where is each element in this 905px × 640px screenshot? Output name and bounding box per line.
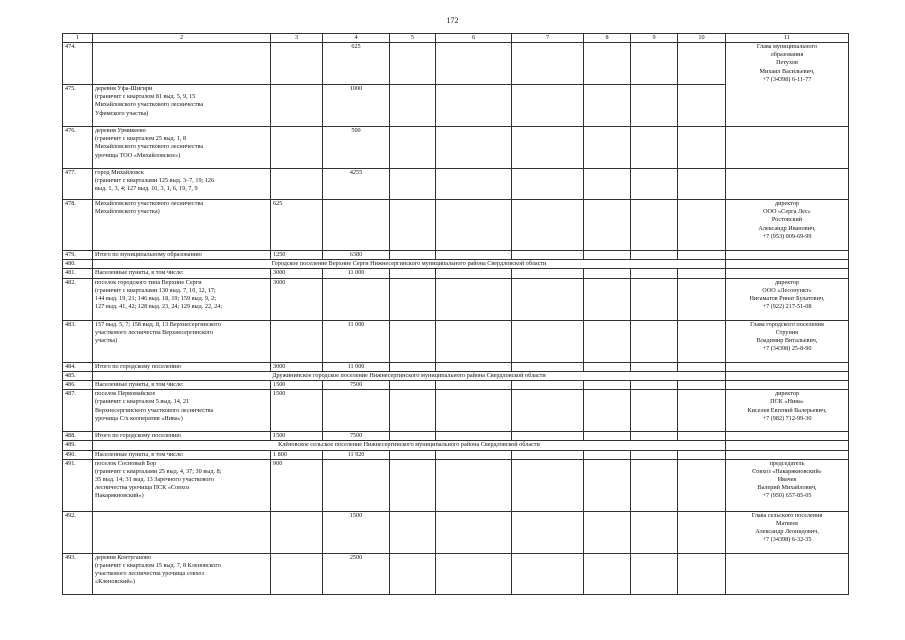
settlement-description: деревня Уфа-Шигири (граничит с кварталом 81 выд. 5, 9, 15 Михайловского участкового лесничества Уфимского участка) (93, 85, 271, 127)
empty-cell-col-8 (584, 127, 631, 169)
contact-cell (726, 260, 849, 269)
value-col-4: 7500 (323, 380, 390, 389)
value-col-3: 1500 (271, 432, 323, 441)
empty-cell-col-8 (584, 269, 631, 278)
header-cell: 8 (584, 34, 631, 43)
settlement-description (93, 43, 271, 85)
table-row-479 (63, 251, 849, 260)
row-number: 489. (63, 441, 93, 450)
empty-cell-col-6 (436, 553, 512, 594)
empty-cell-col-5 (390, 169, 436, 200)
value-col-4: 2500 (323, 553, 390, 594)
empty-cell-col-6 (436, 85, 512, 127)
empty-cell-col-8 (584, 390, 631, 432)
header-cell: 6 (436, 34, 512, 43)
empty-cell-col-10 (678, 200, 726, 251)
section-heading: Клёновское сельское поселение Нижнесергинского муниципального района Свердловской области (93, 441, 726, 450)
empty-cell-col-10 (678, 390, 726, 432)
empty-cell-col-7 (512, 278, 584, 320)
value-col-4: 4255 (323, 169, 390, 200)
value-col-3 (271, 127, 323, 169)
empty-cell-col-10 (678, 251, 726, 260)
row-number: 485. (63, 371, 93, 380)
table-row-490 (63, 450, 849, 459)
empty-cell-col-6 (436, 459, 512, 511)
value-col-3: 1500 (271, 390, 323, 432)
page-number: 172 (446, 16, 459, 25)
section-heading: Дружининское городское поселение Нижнесергинского муниципального района Свердловской области (93, 371, 726, 380)
contact-cell (726, 441, 849, 450)
empty-cell-col-10 (678, 85, 726, 127)
settlement-description: Итого по муниципальному образованию (93, 251, 271, 260)
value-col-4: 11 920 (323, 450, 390, 459)
table-row-474 (63, 43, 849, 85)
empty-cell-col-6 (436, 450, 512, 459)
table-row-478 (63, 200, 849, 251)
value-col-4: 625 (323, 43, 390, 85)
empty-cell-col-8 (584, 459, 631, 511)
value-col-4: 11 000 (323, 269, 390, 278)
value-col-3: 900 (271, 459, 323, 511)
empty-cell-col-7 (512, 251, 584, 260)
empty-cell-col-5 (390, 553, 436, 594)
settlement-description: город Михайловск (граничит с кварталами 125 выд. 3–7, 19; 126 выд. 1, 3, 4; 127 выд. 10, 3, 1, 6, 19, 7, 9 (93, 169, 271, 200)
empty-cell-col-7 (512, 269, 584, 278)
header-cell: 7 (512, 34, 584, 43)
header-cell: 9 (631, 34, 678, 43)
contact-cell (726, 380, 849, 389)
table-row-488 (63, 432, 849, 441)
value-col-4: 6380 (323, 251, 390, 260)
empty-cell-col-6 (436, 511, 512, 553)
empty-cell-col-5 (390, 362, 436, 371)
empty-cell-col-8 (584, 380, 631, 389)
empty-cell-col-7 (512, 320, 584, 362)
row-number: 481. (63, 269, 93, 278)
empty-cell-col-7 (512, 511, 584, 553)
empty-cell-col-6 (436, 169, 512, 200)
row-number: 478. (63, 200, 93, 251)
empty-cell-col-9 (631, 251, 678, 260)
empty-cell-col-8 (584, 251, 631, 260)
value-col-3: 625 (271, 200, 323, 251)
contact-cell (726, 169, 849, 200)
empty-cell-col-7 (512, 390, 584, 432)
empty-cell-col-8 (584, 169, 631, 200)
table-row-486 (63, 380, 849, 389)
empty-cell-col-7 (512, 450, 584, 459)
value-col-3 (271, 553, 323, 594)
value-col-4: 1500 (323, 511, 390, 553)
empty-cell-col-6 (436, 380, 512, 389)
value-col-4: 1000 (323, 85, 390, 127)
contact-cell (726, 553, 849, 594)
empty-cell-col-10 (678, 269, 726, 278)
value-col-3: 3000 (271, 362, 323, 371)
value-col-4: 7500 (323, 432, 390, 441)
empty-cell-col-10 (678, 459, 726, 511)
empty-cell-col-10 (678, 432, 726, 441)
empty-cell-col-7 (512, 380, 584, 389)
table-row-493 (63, 553, 849, 594)
register-table (62, 33, 849, 595)
header-cell: 3 (271, 34, 323, 43)
empty-cell-col-8 (584, 278, 631, 320)
empty-cell-col-8 (584, 511, 631, 553)
empty-cell-col-9 (631, 380, 678, 389)
empty-cell-col-9 (631, 511, 678, 553)
settlement-description: поселок Сосновый Бор (граничит с кварталами 25 выд. 4, 37; 30 выд. 8; 35 выд. 14; 31 выд. 13 Заречного участкового лесничества урочища ПСК «Совхоз Накарякновский») (93, 459, 271, 511)
value-col-3 (271, 43, 323, 85)
empty-cell-col-9 (631, 390, 678, 432)
empty-cell-col-8 (584, 320, 631, 362)
row-number: 480. (63, 260, 93, 269)
contact-cell: директор ООО «Лесопункт» Нигаматов Ринат Булатович, +7 (922) 217-51-08 (726, 278, 849, 320)
empty-cell-col-5 (390, 459, 436, 511)
value-col-4 (323, 390, 390, 432)
empty-cell-col-6 (436, 390, 512, 432)
empty-cell-col-9 (631, 269, 678, 278)
empty-cell-col-6 (436, 278, 512, 320)
row-number: 477. (63, 169, 93, 200)
contact-cell: Глава муниципального образования Петухов Михаил Васильевич, +7 (34398) 6-11-77 (726, 43, 849, 127)
empty-cell-col-7 (512, 43, 584, 85)
table-row-482 (63, 278, 849, 320)
header-cell: 11 (726, 34, 849, 43)
section-heading: Городское поселение Верхние Серги Нижнесергинского муниципального района Свердловской области (93, 260, 726, 269)
empty-cell-col-7 (512, 553, 584, 594)
header-row (63, 34, 849, 43)
settlement-description: Итого по городскому поселению (93, 362, 271, 371)
empty-cell-col-5 (390, 278, 436, 320)
value-col-3: 3000 (271, 269, 323, 278)
settlement-description: деревня Контуганово (граничит с кварталом 15 выд. 7, 8 Кленовского участкового лесничества урочища совхоз «Кленовский») (93, 553, 271, 594)
empty-cell-col-8 (584, 362, 631, 371)
empty-cell-col-9 (631, 553, 678, 594)
row-number: 484. (63, 362, 93, 371)
table-row-480 (63, 260, 849, 269)
empty-cell-col-6 (436, 251, 512, 260)
contact-cell (726, 432, 849, 441)
settlement-description: Населенные пункты, в том числе: (93, 450, 271, 459)
value-col-4: 500 (323, 127, 390, 169)
header-cell: 1 (63, 34, 93, 43)
empty-cell-col-9 (631, 43, 678, 85)
empty-cell-col-10 (678, 553, 726, 594)
empty-cell-col-10 (678, 320, 726, 362)
empty-cell-col-9 (631, 450, 678, 459)
value-col-3 (271, 511, 323, 553)
table-row-476 (63, 127, 849, 169)
contact-cell (726, 362, 849, 371)
value-col-4 (323, 278, 390, 320)
empty-cell-col-10 (678, 43, 726, 85)
empty-cell-col-5 (390, 43, 436, 85)
row-number: 488. (63, 432, 93, 441)
empty-cell-col-8 (584, 85, 631, 127)
empty-cell-col-7 (512, 200, 584, 251)
settlement-description: поселок Первомайское (граничит с кварталом 5 выд. 14, 21 Верхнесергинского участкового лесничества урочища С/х кооператив «Нива») (93, 390, 271, 432)
empty-cell-col-5 (390, 200, 436, 251)
empty-cell-col-9 (631, 320, 678, 362)
settlement-description: Населенные пункты, в том числе: (93, 269, 271, 278)
empty-cell-col-6 (436, 200, 512, 251)
empty-cell-col-7 (512, 459, 584, 511)
value-col-4: 11 000 (323, 362, 390, 371)
row-number: 474. (63, 43, 93, 85)
value-col-3: 1500 (271, 380, 323, 389)
settlement-description: Итого по городскому поселению (93, 432, 271, 441)
empty-cell-col-5 (390, 251, 436, 260)
empty-cell-col-9 (631, 127, 678, 169)
contact-cell: Глава сельского поселения Матвеев Александр Леонидович, +7 (34398) 6-32-35 (726, 511, 849, 553)
value-col-3: 3000 (271, 278, 323, 320)
empty-cell-col-5 (390, 380, 436, 389)
value-col-3: 1250 (271, 251, 323, 260)
empty-cell-col-9 (631, 85, 678, 127)
empty-cell-col-6 (436, 127, 512, 169)
table-row-487 (63, 390, 849, 432)
contact-cell (726, 127, 849, 169)
table-row-483 (63, 320, 849, 362)
settlement-description: поселок городского типа Верхние Серги (граничит с кварталами 130 выд. 7, 10, 12, 17; 144 выд. 19, 21; 146 выд. 18, 19; 159 выд. 9, 2; 127 выд. 41, 42; 128 выд. 23, 24; 129 выд. 22, 24; (93, 278, 271, 320)
settlement-description (93, 511, 271, 553)
empty-cell-col-10 (678, 278, 726, 320)
row-number: 482. (63, 278, 93, 320)
value-col-4 (323, 200, 390, 251)
empty-cell-col-6 (436, 269, 512, 278)
contact-cell (726, 251, 849, 260)
table-row-477 (63, 169, 849, 200)
table-row-484 (63, 362, 849, 371)
empty-cell-col-10 (678, 362, 726, 371)
header-cell: 10 (678, 34, 726, 43)
empty-cell-col-7 (512, 85, 584, 127)
empty-cell-col-5 (390, 511, 436, 553)
table-row-489 (63, 441, 849, 450)
empty-cell-col-8 (584, 553, 631, 594)
empty-cell-col-6 (436, 320, 512, 362)
contact-cell: Глава городского поселения Струнин Владимир Витальевич, +7 (34398) 25-8-90 (726, 320, 849, 362)
row-number: 491. (63, 459, 93, 511)
row-number: 487. (63, 390, 93, 432)
empty-cell-col-7 (512, 432, 584, 441)
empty-cell-col-8 (584, 450, 631, 459)
empty-cell-col-6 (436, 362, 512, 371)
empty-cell-col-9 (631, 169, 678, 200)
contact-cell (726, 371, 849, 380)
empty-cell-col-7 (512, 127, 584, 169)
empty-cell-col-9 (631, 200, 678, 251)
empty-cell-col-10 (678, 511, 726, 553)
empty-cell-col-10 (678, 380, 726, 389)
row-number: 476. (63, 127, 93, 169)
contact-cell (726, 269, 849, 278)
contact-cell (726, 450, 849, 459)
value-col-3 (271, 320, 323, 362)
empty-cell-col-6 (436, 432, 512, 441)
empty-cell-col-5 (390, 269, 436, 278)
empty-cell-col-10 (678, 169, 726, 200)
empty-cell-col-5 (390, 432, 436, 441)
empty-cell-col-8 (584, 200, 631, 251)
row-number: 483. (63, 320, 93, 362)
empty-cell-col-9 (631, 432, 678, 441)
header-cell: 5 (390, 34, 436, 43)
empty-cell-col-5 (390, 450, 436, 459)
empty-cell-col-8 (584, 432, 631, 441)
table-row-485 (63, 371, 849, 380)
empty-cell-col-7 (512, 169, 584, 200)
empty-cell-col-8 (584, 43, 631, 85)
value-col-3: 1 800 (271, 450, 323, 459)
value-col-3 (271, 169, 323, 200)
empty-cell-col-5 (390, 127, 436, 169)
settlement-description: Михайловского участкового лесничества Михайловского участка) (93, 200, 271, 251)
settlement-description: Населенные пункты, в том числе: (93, 380, 271, 389)
header-cell: 2 (93, 34, 271, 43)
value-col-4 (323, 459, 390, 511)
empty-cell-col-6 (436, 43, 512, 85)
empty-cell-col-5 (390, 320, 436, 362)
contact-cell: директор ПСК «Нива» Киселев Евгений Валерьевич, +7 (982) 712-99-30 (726, 390, 849, 432)
contact-cell: председатель Совхоз «Накарякновский» Ивачев Валерий Михайлович, +7 (950) 657-85-05 (726, 459, 849, 511)
settlement-description: деревня Урмикеево (граничит с кварталом 25 выд. 1, 8 Михайловского участкового лесничества урочища ТОО «Михайловское») (93, 127, 271, 169)
row-number: 490. (63, 450, 93, 459)
table-row-492 (63, 511, 849, 553)
value-col-3 (271, 85, 323, 127)
empty-cell-col-5 (390, 390, 436, 432)
value-col-4: 11 000 (323, 320, 390, 362)
row-number: 479. (63, 251, 93, 260)
table-row-491 (63, 459, 849, 511)
contact-cell: директор ООО «Серга Лес» Ростовский Александр Иванович, +7 (953) 009-69-99 (726, 200, 849, 251)
empty-cell-col-9 (631, 278, 678, 320)
empty-cell-col-5 (390, 85, 436, 127)
empty-cell-col-7 (512, 362, 584, 371)
settlement-description: 157 выд. 5, 7; 158 выд. 8, 13 Верхнесергинского участкового лесничества Верхнесергинского участка) (93, 320, 271, 362)
row-number: 492. (63, 511, 93, 553)
empty-cell-col-9 (631, 362, 678, 371)
header-cell: 4 (323, 34, 390, 43)
row-number: 486. (63, 380, 93, 389)
row-number: 493. (63, 553, 93, 594)
row-number: 475. (63, 85, 93, 127)
empty-cell-col-10 (678, 127, 726, 169)
empty-cell-col-10 (678, 450, 726, 459)
table-row-481 (63, 269, 849, 278)
empty-cell-col-9 (631, 459, 678, 511)
